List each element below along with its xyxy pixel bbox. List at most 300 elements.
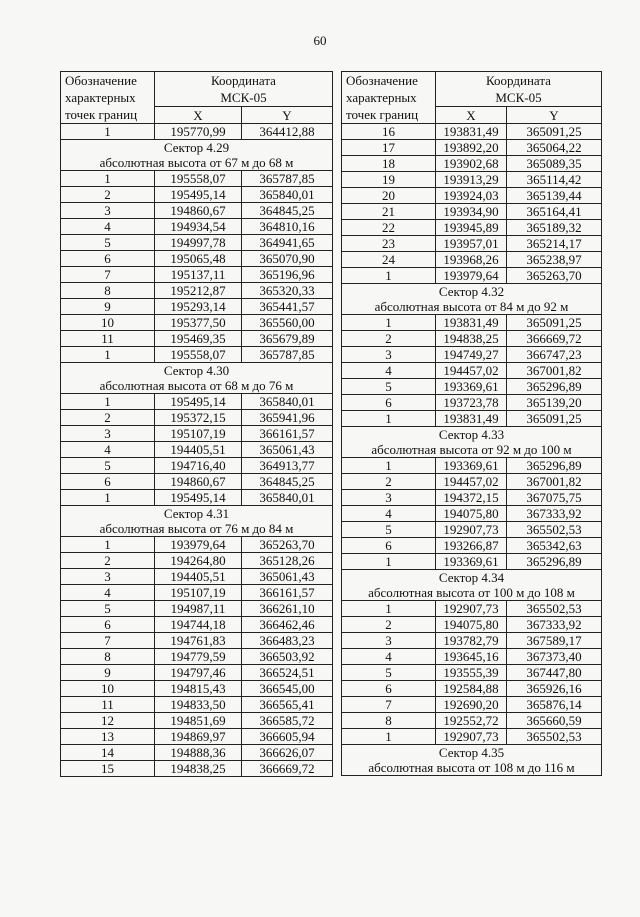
- table-row: [61, 299, 333, 315]
- x-coordinate-cell: 193831,49: [436, 315, 507, 331]
- point-number-cell: 3: [342, 347, 436, 363]
- y-coordinate-cell: 366462,46: [242, 617, 333, 633]
- y-coordinate-cell: 365263,70: [507, 268, 602, 284]
- y-coordinate-cell: 365139,44: [507, 188, 602, 204]
- point-number-cell: 11: [61, 697, 155, 713]
- point-number-cell: 12: [61, 713, 155, 729]
- point-number-cell: 1: [342, 554, 436, 570]
- sector-altitude-row: [61, 521, 333, 537]
- point-number-cell: 20: [342, 188, 436, 204]
- x-coordinate-cell: 193913,29: [436, 172, 507, 188]
- table-row: [342, 601, 602, 617]
- point-number-cell: 3: [61, 426, 155, 442]
- y-coordinate-cell: 367001,82: [507, 363, 602, 379]
- x-coordinate-cell: 192907,73: [436, 522, 507, 538]
- point-number-cell: 4: [61, 219, 155, 235]
- point-number-cell: 1: [61, 171, 155, 187]
- table-row: [342, 347, 602, 363]
- x-coordinate-cell: 194372,15: [436, 490, 507, 506]
- page-number: 60: [313, 33, 327, 48]
- table-row: [342, 268, 602, 284]
- point-number-cell: 8: [61, 283, 155, 299]
- x-coordinate-cell: 194744,18: [155, 617, 242, 633]
- y-coordinate-cell: 365941,96: [242, 410, 333, 426]
- table-row: [342, 554, 602, 570]
- point-number-cell: 11: [61, 331, 155, 347]
- point-number-cell: 1: [61, 347, 155, 363]
- x-coordinate-cell: 193555,39: [436, 665, 507, 681]
- x-coordinate-cell: 194716,40: [155, 458, 242, 474]
- table-row: [342, 729, 602, 745]
- table-row: [61, 410, 333, 426]
- point-number-cell: 9: [61, 665, 155, 681]
- sector-title-row: [342, 284, 602, 300]
- point-number-cell: 4: [61, 585, 155, 601]
- header-x: X: [155, 107, 242, 124]
- y-coordinate-cell: 365502,53: [507, 522, 602, 538]
- table-row: [342, 697, 602, 713]
- header-y: Y: [507, 107, 602, 124]
- coordinates-table-left: [60, 71, 333, 777]
- x-coordinate-cell: 195495,14: [155, 187, 242, 203]
- point-number-cell: 1: [342, 411, 436, 427]
- table-row: [342, 713, 602, 729]
- y-coordinate-cell: 365660,59: [507, 713, 602, 729]
- left-table-body: [61, 124, 333, 777]
- x-coordinate-cell: 193369,61: [436, 379, 507, 395]
- point-number-cell: 6: [61, 617, 155, 633]
- y-coordinate-cell: 366605,94: [242, 729, 333, 745]
- point-number-cell: 5: [342, 379, 436, 395]
- y-coordinate-cell: 365114,42: [507, 172, 602, 188]
- y-coordinate-cell: 365502,53: [507, 729, 602, 745]
- y-coordinate-cell: 366161,57: [242, 585, 333, 601]
- y-coordinate-cell: 365061,43: [242, 569, 333, 585]
- x-coordinate-cell: 194833,50: [155, 697, 242, 713]
- table-row: [61, 235, 333, 251]
- sector-title-row: [342, 745, 602, 761]
- y-coordinate-cell: 366626,07: [242, 745, 333, 761]
- y-coordinate-cell: 365263,70: [242, 537, 333, 553]
- table-row: [342, 506, 602, 522]
- sector-title: Сектор 4.35: [342, 745, 602, 761]
- x-coordinate-cell: 195558,07: [155, 347, 242, 363]
- point-number-cell: 4: [342, 506, 436, 522]
- x-coordinate-cell: 193831,49: [436, 124, 507, 140]
- x-coordinate-cell: 193979,64: [155, 537, 242, 553]
- sector-altitude: абсолютная высота от 68 м до 76 м: [61, 378, 333, 394]
- x-coordinate-cell: 193979,64: [436, 268, 507, 284]
- y-coordinate-cell: 365926,16: [507, 681, 602, 697]
- point-number-cell: 2: [61, 187, 155, 203]
- table-row: [61, 490, 333, 506]
- y-coordinate-cell: 366669,72: [507, 331, 602, 347]
- point-number-cell: 7: [61, 633, 155, 649]
- point-number-cell: 1: [61, 124, 155, 140]
- y-coordinate-cell: 365064,22: [507, 140, 602, 156]
- table-row: [61, 347, 333, 363]
- sector-title: Сектор 4.31: [61, 506, 333, 522]
- y-coordinate-cell: 364845,25: [242, 474, 333, 490]
- point-number-cell: 16: [342, 124, 436, 140]
- x-coordinate-cell: 192907,73: [436, 601, 507, 617]
- header-point-designation: Обозначение характерных точек границ: [61, 72, 155, 124]
- right-table-body: [342, 124, 602, 776]
- x-coordinate-cell: 195212,87: [155, 283, 242, 299]
- x-coordinate-cell: 194888,36: [155, 745, 242, 761]
- table-row: [342, 665, 602, 681]
- y-coordinate-cell: 367447,80: [507, 665, 602, 681]
- x-coordinate-cell: 195469,35: [155, 331, 242, 347]
- point-number-cell: 2: [61, 410, 155, 426]
- y-coordinate-cell: 365296,89: [507, 379, 602, 395]
- point-number-cell: 1: [61, 394, 155, 410]
- y-coordinate-cell: 365502,53: [507, 601, 602, 617]
- table-row: [342, 204, 602, 220]
- x-coordinate-cell: 194075,80: [436, 506, 507, 522]
- x-coordinate-cell: 193924,03: [436, 188, 507, 204]
- table-row: [342, 490, 602, 506]
- x-coordinate-cell: 194761,83: [155, 633, 242, 649]
- point-number-cell: 23: [342, 236, 436, 252]
- point-number-cell: 1: [342, 315, 436, 331]
- y-coordinate-cell: 365787,85: [242, 171, 333, 187]
- x-coordinate-cell: 194838,25: [436, 331, 507, 347]
- point-number-cell: 8: [342, 713, 436, 729]
- x-coordinate-cell: 194264,80: [155, 553, 242, 569]
- x-coordinate-cell: 194749,27: [436, 347, 507, 363]
- header-coordinate: Координата МСК-05: [155, 72, 333, 107]
- x-coordinate-cell: 194869,97: [155, 729, 242, 745]
- table-row: [61, 713, 333, 729]
- table-row: [342, 681, 602, 697]
- point-number-cell: 4: [61, 442, 155, 458]
- point-number-cell: 7: [61, 267, 155, 283]
- table-row: [61, 394, 333, 410]
- point-number-cell: 17: [342, 140, 436, 156]
- y-coordinate-cell: 367589,17: [507, 633, 602, 649]
- x-coordinate-cell: 195770,99: [155, 124, 242, 140]
- sector-altitude: абсолютная высота от 76 м до 84 м: [61, 521, 333, 537]
- table-row: [61, 315, 333, 331]
- point-number-cell: 8: [61, 649, 155, 665]
- point-number-cell: 22: [342, 220, 436, 236]
- table-row: [342, 411, 602, 427]
- sector-altitude-row: [61, 378, 333, 394]
- point-number-cell: 6: [342, 395, 436, 411]
- table-row: [61, 442, 333, 458]
- point-number-cell: 2: [342, 474, 436, 490]
- y-coordinate-cell: 365128,26: [242, 553, 333, 569]
- y-coordinate-cell: 365089,35: [507, 156, 602, 172]
- x-coordinate-cell: 194075,80: [436, 617, 507, 633]
- y-coordinate-cell: 366747,23: [507, 347, 602, 363]
- point-number-cell: 1: [61, 490, 155, 506]
- table-row: [342, 538, 602, 554]
- table-row: [61, 569, 333, 585]
- x-coordinate-cell: 195107,19: [155, 585, 242, 601]
- table-row: [61, 585, 333, 601]
- point-number-cell: 1: [342, 729, 436, 745]
- table-row: [61, 553, 333, 569]
- table-row: [342, 331, 602, 347]
- x-coordinate-cell: 194457,02: [436, 363, 507, 379]
- table-row: [61, 649, 333, 665]
- x-coordinate-cell: 193934,90: [436, 204, 507, 220]
- x-coordinate-cell: 195107,19: [155, 426, 242, 442]
- point-number-cell: 10: [61, 315, 155, 331]
- coordinates-table-right: [341, 71, 602, 776]
- y-coordinate-cell: 365296,89: [507, 554, 602, 570]
- table-row: [342, 124, 602, 140]
- table-row: [342, 220, 602, 236]
- y-coordinate-cell: 365840,01: [242, 394, 333, 410]
- x-coordinate-cell: 193957,01: [436, 236, 507, 252]
- x-coordinate-cell: 195558,07: [155, 171, 242, 187]
- sector-altitude: абсолютная высота от 92 м до 100 м: [342, 442, 602, 458]
- sector-altitude-row: [342, 760, 602, 776]
- point-number-cell: 24: [342, 252, 436, 268]
- point-number-cell: 10: [61, 681, 155, 697]
- x-coordinate-cell: 195137,11: [155, 267, 242, 283]
- x-coordinate-cell: 193945,89: [436, 220, 507, 236]
- x-coordinate-cell: 192584,88: [436, 681, 507, 697]
- x-coordinate-cell: 192552,72: [436, 713, 507, 729]
- y-coordinate-cell: 365091,25: [507, 411, 602, 427]
- x-coordinate-cell: 194934,54: [155, 219, 242, 235]
- y-coordinate-cell: 365238,97: [507, 252, 602, 268]
- y-coordinate-cell: 366669,72: [242, 761, 333, 777]
- table-row: [342, 633, 602, 649]
- x-coordinate-cell: 193266,87: [436, 538, 507, 554]
- x-coordinate-cell: 195293,14: [155, 299, 242, 315]
- point-number-cell: 9: [61, 299, 155, 315]
- y-coordinate-cell: 365091,25: [507, 124, 602, 140]
- y-coordinate-cell: 365196,96: [242, 267, 333, 283]
- y-coordinate-cell: 365091,25: [507, 315, 602, 331]
- x-coordinate-cell: 193782,79: [436, 633, 507, 649]
- table-row: [342, 379, 602, 395]
- point-number-cell: 4: [342, 649, 436, 665]
- y-coordinate-cell: 366565,41: [242, 697, 333, 713]
- point-number-cell: 5: [61, 458, 155, 474]
- sector-title-row: [342, 570, 602, 586]
- header-point-designation: Обозначение характерных точек границ: [342, 72, 436, 124]
- sector-title-row: [342, 427, 602, 443]
- sector-title: Сектор 4.29: [61, 140, 333, 156]
- table-row: [61, 171, 333, 187]
- table-row: [342, 474, 602, 490]
- sector-altitude-row: [342, 442, 602, 458]
- table-row: [61, 426, 333, 442]
- table-row: [61, 681, 333, 697]
- y-coordinate-cell: 365061,43: [242, 442, 333, 458]
- x-coordinate-cell: 193369,61: [436, 458, 507, 474]
- sector-altitude-row: [342, 585, 602, 601]
- y-coordinate-cell: 366261,10: [242, 601, 333, 617]
- x-coordinate-cell: 193723,78: [436, 395, 507, 411]
- y-coordinate-cell: 365787,85: [242, 347, 333, 363]
- table-row: [342, 252, 602, 268]
- sector-title-row: [61, 363, 333, 379]
- sector-altitude-row: [342, 299, 602, 315]
- y-coordinate-cell: 366161,57: [242, 426, 333, 442]
- table-row: [61, 617, 333, 633]
- table-row: [61, 203, 333, 219]
- table-row: [61, 458, 333, 474]
- x-coordinate-cell: 194797,46: [155, 665, 242, 681]
- table-row: [342, 188, 602, 204]
- x-coordinate-cell: 194997,78: [155, 235, 242, 251]
- point-number-cell: 19: [342, 172, 436, 188]
- x-coordinate-cell: 194838,25: [155, 761, 242, 777]
- table-row: [61, 331, 333, 347]
- y-coordinate-cell: 365876,14: [507, 697, 602, 713]
- sector-title-row: [61, 506, 333, 522]
- point-number-cell: 3: [61, 203, 155, 219]
- x-coordinate-cell: 195065,48: [155, 251, 242, 267]
- point-number-cell: 1: [342, 601, 436, 617]
- table-row: [61, 729, 333, 745]
- header-coordinate: Координата МСК-05: [436, 72, 602, 107]
- table-row: [61, 665, 333, 681]
- sector-altitude: абсолютная высота от 100 м до 108 м: [342, 585, 602, 601]
- y-coordinate-cell: 365189,32: [507, 220, 602, 236]
- point-number-cell: 3: [61, 569, 155, 585]
- table-row: [61, 251, 333, 267]
- sector-altitude: абсолютная высота от 84 м до 92 м: [342, 299, 602, 315]
- y-coordinate-cell: 367373,40: [507, 649, 602, 665]
- sector-title: Сектор 4.34: [342, 570, 602, 586]
- x-coordinate-cell: 195377,50: [155, 315, 242, 331]
- point-number-cell: 5: [342, 665, 436, 681]
- point-number-cell: 2: [61, 553, 155, 569]
- point-number-cell: 5: [61, 601, 155, 617]
- y-coordinate-cell: 365296,89: [507, 458, 602, 474]
- x-coordinate-cell: 194457,02: [436, 474, 507, 490]
- y-coordinate-cell: 367333,92: [507, 506, 602, 522]
- x-coordinate-cell: 194815,43: [155, 681, 242, 697]
- point-number-cell: 3: [342, 633, 436, 649]
- y-coordinate-cell: 365070,90: [242, 251, 333, 267]
- x-coordinate-cell: 194779,59: [155, 649, 242, 665]
- point-number-cell: 3: [342, 490, 436, 506]
- sector-title: Сектор 4.32: [342, 284, 602, 300]
- x-coordinate-cell: 193831,49: [436, 411, 507, 427]
- y-coordinate-cell: 365679,89: [242, 331, 333, 347]
- sector-title: Сектор 4.30: [61, 363, 333, 379]
- point-number-cell: 1: [61, 537, 155, 553]
- table-row: [61, 761, 333, 777]
- point-number-cell: 15: [61, 761, 155, 777]
- table-row: [342, 140, 602, 156]
- point-number-cell: 1: [342, 268, 436, 284]
- point-number-cell: 4: [342, 363, 436, 379]
- table-row: [61, 124, 333, 140]
- point-number-cell: 5: [342, 522, 436, 538]
- y-coordinate-cell: 365560,00: [242, 315, 333, 331]
- table-row: [61, 601, 333, 617]
- table-row: [342, 236, 602, 252]
- table-row: [342, 522, 602, 538]
- y-coordinate-cell: 365214,17: [507, 236, 602, 252]
- y-coordinate-cell: 364913,77: [242, 458, 333, 474]
- table-row: [61, 474, 333, 490]
- x-coordinate-cell: 193968,26: [436, 252, 507, 268]
- sector-title: Сектор 4.33: [342, 427, 602, 443]
- table-row: [342, 156, 602, 172]
- point-number-cell: 18: [342, 156, 436, 172]
- table-row: [342, 395, 602, 411]
- x-coordinate-cell: 194851,69: [155, 713, 242, 729]
- table-row: [342, 363, 602, 379]
- table-row: [61, 219, 333, 235]
- y-coordinate-cell: 365840,01: [242, 490, 333, 506]
- header-x: X: [436, 107, 507, 124]
- y-coordinate-cell: 365441,57: [242, 299, 333, 315]
- y-coordinate-cell: 364845,25: [242, 203, 333, 219]
- point-number-cell: 6: [342, 681, 436, 697]
- y-coordinate-cell: 364412,88: [242, 124, 333, 140]
- x-coordinate-cell: 195495,14: [155, 394, 242, 410]
- y-coordinate-cell: 365342,63: [507, 538, 602, 554]
- y-coordinate-cell: 365320,33: [242, 283, 333, 299]
- y-coordinate-cell: 366503,92: [242, 649, 333, 665]
- x-coordinate-cell: 192690,20: [436, 697, 507, 713]
- x-coordinate-cell: 194405,51: [155, 569, 242, 585]
- y-coordinate-cell: 366483,23: [242, 633, 333, 649]
- y-coordinate-cell: 367333,92: [507, 617, 602, 633]
- y-coordinate-cell: 366524,51: [242, 665, 333, 681]
- x-coordinate-cell: 194405,51: [155, 442, 242, 458]
- sector-title-row: [61, 140, 333, 156]
- point-number-cell: 2: [342, 331, 436, 347]
- y-coordinate-cell: 366585,72: [242, 713, 333, 729]
- x-coordinate-cell: 194860,67: [155, 474, 242, 490]
- sector-altitude-row: [61, 155, 333, 171]
- y-coordinate-cell: 364810,16: [242, 219, 333, 235]
- y-coordinate-cell: 366545,00: [242, 681, 333, 697]
- point-number-cell: 6: [61, 251, 155, 267]
- x-coordinate-cell: 193902,68: [436, 156, 507, 172]
- x-coordinate-cell: 194860,67: [155, 203, 242, 219]
- x-coordinate-cell: 194987,11: [155, 601, 242, 617]
- sector-altitude: абсолютная высота от 108 м до 116 м: [342, 760, 602, 776]
- header-y: Y: [242, 107, 333, 124]
- x-coordinate-cell: 193645,16: [436, 649, 507, 665]
- sector-altitude: абсолютная высота от 67 м до 68 м: [61, 155, 333, 171]
- table-row: [61, 283, 333, 299]
- y-coordinate-cell: 365164,41: [507, 204, 602, 220]
- table-row: [342, 458, 602, 474]
- table-row: [342, 315, 602, 331]
- x-coordinate-cell: 193892,20: [436, 140, 507, 156]
- y-coordinate-cell: 367075,75: [507, 490, 602, 506]
- x-coordinate-cell: 192907,73: [436, 729, 507, 745]
- y-coordinate-cell: 367001,82: [507, 474, 602, 490]
- table-row: [342, 617, 602, 633]
- point-number-cell: 14: [61, 745, 155, 761]
- point-number-cell: 13: [61, 729, 155, 745]
- table-row: [61, 187, 333, 203]
- table-row: [61, 633, 333, 649]
- y-coordinate-cell: 364941,65: [242, 235, 333, 251]
- y-coordinate-cell: 365840,01: [242, 187, 333, 203]
- table-row: [61, 267, 333, 283]
- point-number-cell: 5: [61, 235, 155, 251]
- point-number-cell: 1: [342, 458, 436, 474]
- table-row: [342, 172, 602, 188]
